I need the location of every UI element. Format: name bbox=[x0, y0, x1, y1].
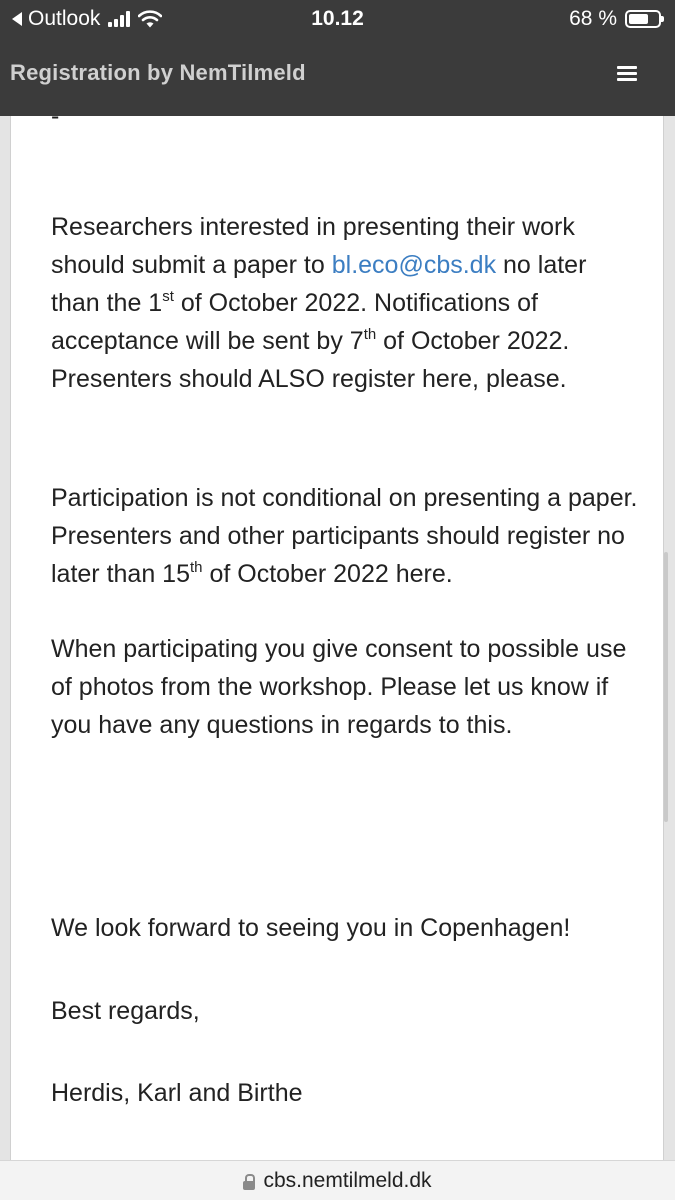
ordinal-suffix: st bbox=[162, 288, 174, 305]
paragraph-participation bbox=[51, 479, 641, 593]
ordinal-suffix: th bbox=[363, 326, 377, 343]
text-run: of October 2022. Presenters should ALSO register here, please. bbox=[51, 327, 570, 393]
paragraph-submission bbox=[51, 208, 641, 398]
scrollbar[interactable] bbox=[664, 552, 668, 822]
battery-icon bbox=[625, 10, 661, 28]
text-run: Researchers interested in presenting their work should submit a paper to bbox=[51, 213, 575, 279]
clipped-text-remnant: - bbox=[51, 116, 60, 130]
battery-status bbox=[569, 7, 661, 31]
ordinal-suffix: th bbox=[190, 559, 203, 576]
back-app-label: Outlook bbox=[28, 7, 101, 30]
hamburger-icon[interactable] bbox=[617, 66, 645, 88]
page-content[interactable] bbox=[0, 116, 675, 1160]
paragraph-consent: When participating you give consent to possible use of photos from the workshop. Please let us know if you have any questions in regards to this. bbox=[51, 635, 627, 739]
content-card bbox=[10, 116, 664, 1160]
text-run: of October 2022. Notifications of acceptance will be sent by 7 bbox=[51, 289, 538, 355]
clock: 10.12 bbox=[311, 7, 364, 30]
email-link[interactable]: bl.eco@cbs.dk bbox=[331, 251, 497, 279]
text-run: Participation is not conditional on presenting a paper. Presenters and other participants should register no later than 15 bbox=[51, 484, 638, 588]
lock-icon bbox=[243, 1174, 255, 1190]
battery-percent: 68 % bbox=[569, 7, 617, 30]
paragraph-closing: We look forward to seeing you in Copenhagen! bbox=[51, 914, 571, 942]
battery-level bbox=[629, 14, 648, 24]
status-bar bbox=[0, 0, 675, 38]
paragraph-signature: Herdis, Karl and Birthe bbox=[51, 1079, 303, 1107]
app-header bbox=[0, 38, 675, 116]
url-bar[interactable] bbox=[0, 1160, 675, 1200]
text-run: no later than the 1 bbox=[51, 251, 587, 317]
url-text: cbs.nemtilmeld.dk bbox=[263, 1168, 432, 1192]
paragraph-regards: Best regards, bbox=[51, 997, 200, 1025]
page-title: Registration by NemTilmeld bbox=[10, 60, 306, 85]
text-run: of October 2022 here. bbox=[202, 560, 453, 588]
